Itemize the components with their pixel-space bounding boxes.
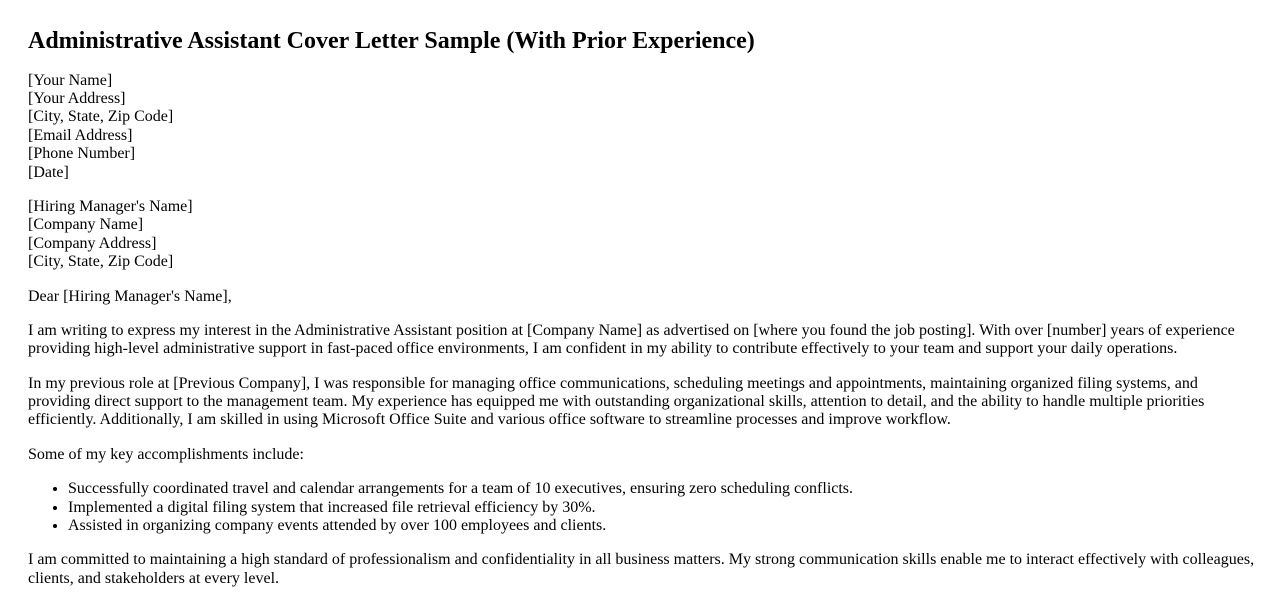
sender-address-line: [Your Address] (28, 89, 126, 107)
recipient-address-block (28, 198, 1263, 272)
accomplishment-item: • Implemented a digital filing system that increased file retrieval efficiency by 30%. (68, 499, 1263, 517)
sender-city-line: [City, State, Zip Code] (28, 108, 174, 126)
recipient-city-line: [City, State, Zip Code] (28, 253, 174, 271)
sender-address-block (28, 72, 1263, 182)
sender-name-line: [Your Name] (28, 71, 113, 89)
sender-phone-line: [Phone Number] (28, 145, 136, 163)
intro-paragraph: I am writing to express my interest in the Administrative Assistant position at [Company Name] as advertised on [where you found the job posting]. With over [number] years of experience providing high-level administrative support in fast-paced office environments, I am confident in my ability to contribute effectively to your team and support your daily operations. (28, 321, 1235, 358)
closing-paragraph: I am committed to maintaining a high standard of professionalism and confidentiality in all business matters. My strong communication skills enable me to interact effectively with colleagues, clients, and stakeholders at every level. (28, 551, 1255, 587)
accomplishment-item: • Assisted in organizing company events attended by over 100 employees and clients. (68, 517, 1263, 535)
recipient-address-line: [Company Address] (28, 234, 157, 252)
experience-paragraph: In my previous role at [Previous Company], I was responsible for managing office communications, scheduling meetings and appointments, maintaining organized filing systems, and providing direct support to the management team. My experience has equipped me with outstanding organizational skills, attention to detail, and the ability to handle multiple priorities efficiently. Additionally, I am skilled in using Microsoft Office Suite and various office software to streamline processes and improve workflow. (28, 374, 1205, 429)
recipient-name-line: [Hiring Manager's Name] (28, 197, 193, 215)
date-line: [Date] (28, 163, 69, 181)
accomplishments-intro: Some of my key accomplishments include: (28, 445, 304, 463)
document-title: Administrative Assistant Cover Letter Sample (With Prior Experience) (28, 28, 755, 54)
recipient-company-line: [Company Name] (28, 216, 144, 234)
sender-email-line: [Email Address] (28, 126, 133, 144)
salutation: Dear [Hiring Manager's Name], (28, 287, 232, 305)
accomplishments-list (28, 480, 1263, 535)
accomplishment-item: • Successfully coordinated travel and calendar arrangements for a team of 10 executives, ensuring zero scheduling conflicts. (68, 480, 1263, 498)
